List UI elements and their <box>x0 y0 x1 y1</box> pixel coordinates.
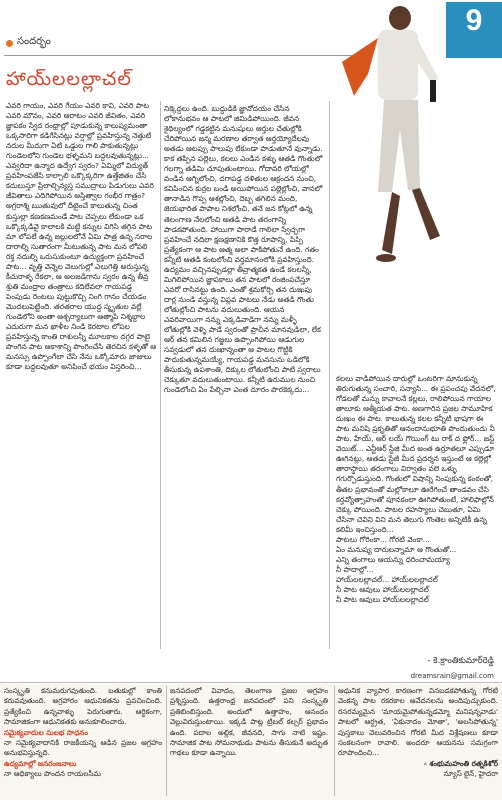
article-column-1-text: ఎవరి గాయం, ఎవరి గేయం ఎవరి కావి, ఎవరి పాట ఎవరి మౌనం, ఎవరి ఆరాటం ఎవరి జీవితం, ఎవరి జ్ఞాపకం స్వేద రంధ్రాల్లో పూడుకున్న కాలుష్యమంతా ఒక్కసారిగా కడిగేసినట్లు వర్షాల్లో ప్రవహిస్తున్న నెత్తుటి నదుల మీదుగా ఏటి ఒడ్డుల గాలి పాకుతున్నట్లు గుండెలలోని గుండెల భళ్ళమని బద్దలవుతున్నట్లు... ఎవ్వరిదా ఉన్మాద ఉద్వేగ స్వరం? ఏమ్మిలో విద్యుత్ ప్రవహింపజేసి కాల్చాలి ఒక్కొక్కరిగా ఉత్తేజితం చేసి కదులుస్తూ ప్రేలాల్చిన్యస్త సముద్రాలు పిడుగులు ఎవరి జీవితాలు ఎదిగిపోయిన అస్తిత్వాల గంభీర గాత్రం? అగ్రరాశ్మి ఋతువులో దీటైంచే కాలుతున్న చింత కుస్తుల్లా కణకణమండే పాట చెప్పలు లేకుండా ఒక ఒక్కొక్కడివై కాలాలకి మట్టి కన్నుల విగిసి తగ్గిన పాట మా లోపలే ఉన్న జల్లులలోనే ఏమి పాత్ర ఉన్న నరాల దారాల్ని సుతారంగా మీటుతున్న పాట మన లోపలి రక్త నదుల్ని ఒరుసుకుంటూ ఉద్యుక్తంగా ప్రవహించే పాట... వృత్తి వెన్నెల వెలుగుల్లో ఎలుగెత్తి అరుస్తున్న కీచురాళ్ళ రేకలా, ఆ అలజడిగాను స్వరం ఉన్న తీవ్ర శ్రుతి మంద్రాల తంత్రాలు కదిలేవలా గాయపడ్డ పెంపుడు రెంటలు పుట్టుకొచ్చి నింగి గానం చేయడం మొదలుపెట్టింది. తరతరాల యుద్ధ స్మృతుల వల్లే గుండెలోని అంతా ఆశ్చర్యాలుగా ఆత్మాపి నిశ్శబ్దాల ఎదురుగా మన ఖాళీల నిండి కెరటాల లోపల ప్రవహిస్తున్న కాంతి రాశులన్నీ మూలకాల దగ్గర పాటై పొంగిన పాట ఆకాశాన్ని పొంగించేసి తెరచిన కళ్ళతో ఆ మనస్సు ఉప్పొంగేలా చేసి నేను ఒక్కోమారు జాజులు కూడా బద్దలవుతూ అనిపించే భయం విస్తరించి... <box>6 101 157 372</box>
singer-shirt <box>378 30 418 100</box>
letters-section <box>0 684 502 800</box>
article-column-3-line: నీ పాట ఆవులు హాయ్‌లలల్లాచల్ <box>336 595 429 605</box>
article-column-3-line: ఎన్ని తంగాలు ఆయన్ను ధరించామయ్యా <box>336 554 450 564</box>
letters-column-1 <box>4 686 162 798</box>
article-column-3-line: ఏం మనుష్య దారులన్నామా ఆ గొంతుతో... <box>336 544 457 554</box>
article-title: హాయ్‌లలల్లాచల్ <box>6 68 132 90</box>
letters-signature-role: న్యూస్ లైన్, హైదరా <box>443 769 498 779</box>
author-email: dreamsrain@gmail.com <box>410 672 494 680</box>
letters-column-3-text: ఆధునిక వ్యాపార కారణంగా వినబడకపోతున్న గోరటి వెంకన్న పాట రకరకాల ఆవేదనలను అందిపుచ్చుకుంది. రసరమ్యమైన 'మాయమైపోతున్నడమ్మో మనిషన్నవాడు' పాటలో ఆర్ద్రత, 'ఏకునాదం మోతా', 'అలసిపోతున్న' పుస్తకాలు వెలువరించిన గోరటి మీద విశ్లేషణలు కూడా సంకలనంగా రావాలి. అందరూ ఆయనను సమగ్రంగా రూపొందించి... <box>338 686 498 758</box>
letters-signature: - శంభుమహంతి రత్నకిశోర్ <box>423 758 498 768</box>
article-column-2-text: నిక్కెద్దలు ఉంది. బుద్ధుడికి జ్ఞానోదయం చేసిన లోకానుభవం ఆ పాటలో జిమిడిపోయింది. జీవన శైథిల్యంలో గడ్డకట్టిన మనుషులు ఆర్తుల చేతుల్లోకి చేరిపోయిన జన్మ మరణాల తర్వాత ఆర్తయ్యోదేలవు అతడు ఆటప్పు పాలుపు లేకుండా పాడుతూనే వున్నాడు. కాక తప్పిన పల్లెలు, కలలు ఎండిన కళ్ళు ఆతడి గొంతులో గలగ్నా తడిమి చూపుతుంటాయి. గోదావరి లోయల్లో వండిన ఆగ్నిలోంచి, దగాపడ్డ దళితుల ఆక్రందన నుంచి, కవిపించిన కుర్రల బండి అయిపోయిన పల్లెల్లోంచి, వానలో తానాడిన గొప్ప ఆశల్లోంచి, దెబ్బ తగిలిన మంది, జెయభారిత పాపాల నిశలోంచి, తనే జన కోట్లలో ఉన్న తెలంగాణ నేలలోంచి అతడి పాట తరంగాన్ని పాడకపోతుంది. హాయిగా పారాడే గాలిలా స్వేచ్ఛగా ప్రవహించే నదిలా క్షణక్షణానికి కొత్త రూపాన్ని, పిప్పి ప్రత్యేకంగా ఆ పాట ఆత్మ అలా పాకిపోతునే ఉంది. గతం కన్నీటి ఆతడి కంటలోంచి వర్తమానంలోకి ప్రవహిస్తుంది. ఉద్యమం వచ్చినప్పుడల్లా తీవ్రాత్మకత ఉండే కలలన్నీ, మిగిలిపోయిన జ్ఞాపకాలు తన పాటలో రంజింపచేస్తూ ఎవరో రాసినట్టు ఉంది. ఎంతో శ్రమకోర్చి తన దుఃఖపు దార్ల నుండి వస్తున్న విప్లవ పాటలు నేడు అతడి గొంతు లోతుల్లోంచి పాటను వదులుతుంది. ఆయన ఎవరివాయిగా నన్ను ఎక్కడివాడిగా నన్ను మళ్ళీ లోతుల్లోకి వెళ్ళి పాడే స్వరంతో ప్రాచీన మానవుడిలా, లేక ఆర్ తన కమిలిన గజ్జలు ఉప్పొంగిపోయి ఆడుగుల సవ్వడులో తన దుఃఖాన్నంతా ఆ పాటల గొట్టికి పాదుకుతున్నమయ్యే, గాయపడ్డ మనసును ఒడిలోకి తీసుకున్న ఉపశాంతి, దిక్కుల లోతులోంచి పాటి స్వరాలు చెక్కుతూ వదులుతుంటాయి. కన్నీటి ఉరుముల నుంచి గుండెలోంచి ఏం పేల్చినా ఎంత దూరం పొరకెక్కదు... <box>164 104 323 395</box>
letters-column-divider <box>334 686 335 796</box>
article-column-3 <box>336 374 498 650</box>
letters-column-1-text: సంస్కృతి కనుమరుగవుతుంది. బతుకుల్లో కాంతి కరువవుతుంది. అగ్రహారం ఆధునికతను ప్రవచించింది. ప్రత్యేకించి ఉన్నవాళ్ళు పెరుగుతారు. ఆర్థికంగా, సామాజికంగా ఆధునికతకు అనుకూలించారు. <box>4 686 162 727</box>
letters-subheading: సమైక్యవాదుల సులభ సాధనం <box>4 727 88 737</box>
column-divider <box>160 101 161 649</box>
letters-column-1-text-3: నా ఆధిక్యాలు పొందన రాయలసీమ <box>4 769 101 779</box>
singer-trousers <box>378 100 420 192</box>
article-column-1 <box>6 101 158 649</box>
article-column-3-line: పాటలు గోరింకా... గోరటి వెంకా... <box>336 534 430 544</box>
article-author: - కె.క్రాంతికుమార్‌రెడ్డి <box>427 656 494 666</box>
article-column-3-line: నీ పాదాల్లో... <box>336 564 374 574</box>
letters-column-1-text-2: నా సమైక్యవాదానికి రాజకీయన్ని ఆడిన ప్రజల ఆగ్రహం అనుభవిస్తున్నది. <box>4 738 162 758</box>
letters-separator <box>0 682 502 683</box>
letters-column-2 <box>170 686 328 798</box>
singer-leg-right <box>412 188 440 240</box>
letters-column-divider <box>166 686 167 796</box>
section-label: సందర్భం <box>17 36 51 47</box>
singer-photo <box>334 0 454 280</box>
page-number: 9 <box>465 4 483 37</box>
orange-scarf <box>342 38 378 96</box>
letters-column-3 <box>338 686 498 798</box>
singer-foot <box>376 254 396 262</box>
article-column-2 <box>164 104 324 648</box>
singer-leg <box>382 192 400 254</box>
article-column-3-text: కలలు వాడిపోయిన దారుల్లో ఒంటరిగా మానుకున్న తిరుగుతున్న సంచారి, సన్యాసి... ఈ ప్రపంచపు వేదనలో, గోడలతో మన్ను కావాలనే కల్లలు, రాలిపోయిన గాయాల తాలూకు ఆత్మీయత పాట. అణగారిన ప్రజల సామూహిక దుఃఖం ఈ పాట. కాలుతున్న కలల కన్నీటి భాషగా ఈ పాట మనిషి ప్రకృతితో ఆనందానుభూతి పొందుతుందు నీ పాట. హేయ్, ఆర్ లయ్ గొయింగ్ టు రాక్ ద ఫ్లోర్... జస్ట్ వెయిట్... ఎన్టీఆర్ స్టేజి మీద అంత ఉర్రూతలూ ఎప్పుడూ ఊగినట్లు, ఆతడు స్టేజీ మీద ప్రదర్శన ఇస్తుంటే ఆ కల్లెల్లో తారాస్థాయి తరంగాలు విర్వాతం వలె ఒళ్ళు గగుర్పొడుస్తుంది. గొంతులో విషాన్ని నింపుకున్న కంఠంతో, తీతల ప్రభావంతో మల్లోకాలూ ఊరేగించే తాండవం చేసి కర్తవ్యోత్సాహంతో పూనకంలా ఊగిపోతుంటే, హాలిఫాల్లోన్ చెక్కు పోయింది. పాటల రహస్యాలు చెబుతూ, ఏమి చేసినా చెవిని విని మన తెలుగు గొంతెల అన్నిటికీ ఉన్న కలిమీ ఇంచిస్తుంది... <box>336 374 496 534</box>
section-bullet-icon <box>6 40 13 47</box>
letters-subheading: ఉద్యమాల్లో జనరంజనాలు <box>4 758 77 768</box>
letters-column-2-text: జనపదంలో వివాదం, తెలంగాణ ప్రజల ఆగ్రహం ప్రశ్నిస్తుంది. ఉత్తరాంధ్ర జనపదంలో పని సంస్కృతి ప్రతిబింబిస్తుంది. అందులో ఉత్తాహం, ఆనందం వెల్లువిరుస్తుంటాయి. ఇక్కడి పాట్ల ట్రిబల్ కల్చర్ ప్రభావం ఉంది. పదాల అల్లిక, జీవనది, సాగు నాటి ఇష్టం. సామాజిక పాట సోమనాథుడు పాటను తీసుకునే అద్భుత గాథలు కూడా ఉన్నాయి. <box>170 686 328 758</box>
article-column-3-line: హాయ్‌లలల్లాచల్... హాయ్‌లలల్లాచల్ <box>336 574 438 584</box>
article-column-3-line: నీ పాట ఆవులు హాయ్‌లలల్లాచల్ <box>336 584 429 594</box>
microphone-icon <box>430 80 436 102</box>
singer-head <box>389 6 411 30</box>
header-rule <box>4 55 366 56</box>
column-divider <box>329 101 330 649</box>
